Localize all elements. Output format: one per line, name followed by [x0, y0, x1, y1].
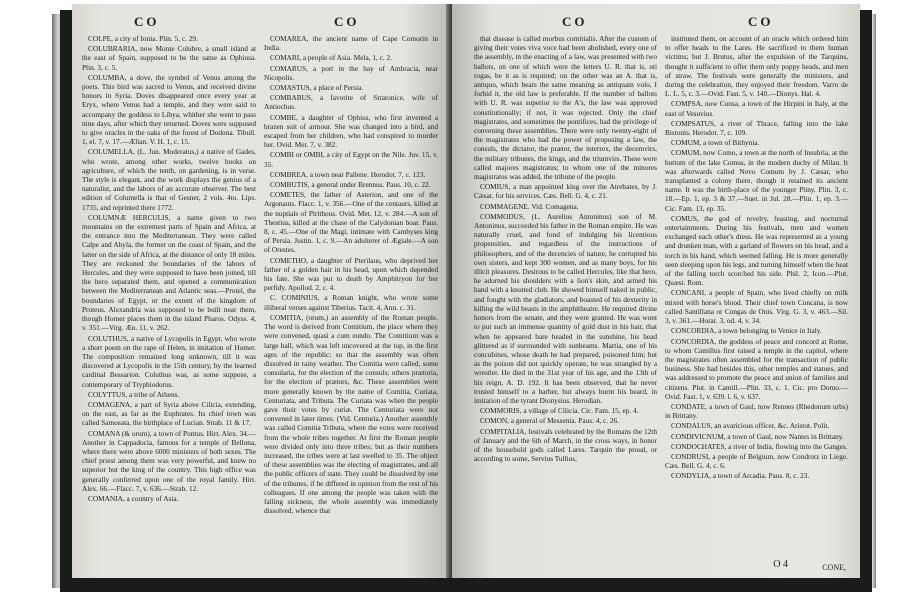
entry-paragraph: COMAGENA, a part of Syria above Cilicia, extending, on the east, as far as the Euphrates. Its chief town was called Samosata, the birthplace of Lucian. Strab. 11 & 17. — [82, 399, 256, 428]
entry-paragraph: CONDOCHATES, a river of India, flowing into the Ganges. — [671, 441, 848, 451]
entry-paragraph: COMIUS, a man appointed king over the Atrebates, by J. Cæsar, for his services. Cæs. Bell. G. 4, c. 21. — [474, 182, 657, 201]
left-column-1 — [82, 34, 256, 566]
entry-paragraph: CONDRUSI, a people of Belgium, now Condrotz in Liege. Cæs. Bell. G. 4, c. 6. — [665, 451, 848, 471]
left-running-head-1: CO — [134, 14, 160, 29]
left-page — [72, 4, 450, 578]
signature-mark: O 4 — [773, 559, 788, 570]
entry-paragraph: COMETHO, a daughter of Pterilaus, who deprived her father of a golden hair in his head, upon which depended his fate. She was put to death by Amphitryon for her perfidy. Apollod. 2, c. 4. — [264, 255, 438, 293]
entry-paragraph: COLUMNÆ HERCULIS, a name given to two mountains on the extremest parts of Spain and Africa, at the entrance into the Mediterranean. They were called Calpe and Abyla, the former on the coast of Spain, and the latter on the side of Africa, at the distance of only 18 miles. They are reckoned the boundaries of the labors of Hercules, and they were supposed to have been joined, till the hero separated them, and opened a communication between the Mediterranean and Atlantic seas.—Proteï, the boundaries of Egypt, or the extent of the kingdom of Proteus. Alexandria was supposed to be built near them, though Homer places them in the island Pharos. Odyss. 4, v. 351.—Virg. Æn. 11, v. 262. — [82, 212, 256, 333]
entry-paragraph: that disease is called morbus comitialis. After the custom of giving their votes viva voce had been abolished, every one of the assembly, in the enacting of a law, was presented with two ballots, on one of which were the letters U. R. that is, uti rogas, be it as is required; on the other was an A. that is, antiquo, which bears the same meaning as antiquam volo, I forbid it, the old law is preferable. If the number of ballots with U. R. was superior to the A's, the law was approved constitutionally; if not, it was rejected. Only the chief magistrates, and sometimes the pontifices, had the privilege of convening these assemblies. There were only twenty-eight of the magistrates who had the power of proposing a law, the consuls, the dictator, the prætor, the interrex, the decemvirs, the military tribunes, the kings, and the triumvirs. These were called majores magistratus; to whom one of the minores magistratus was added, the tribune of the people. — [474, 34, 657, 182]
entry-paragraph: COMETES, the father of Asterion, and one of the Argonauts. Flacc. 1, v. 356.—One of the centaurs, killed at the nuptials of Pirithous. Ovid. Met. 12, v. 284.—A son of Thestius, killed at the chase of the Calydonian boar. Paus. 8, c. 45.—One of the Magi, intimate with Cambyses king of Persia. Justin. 1, c. 9.—An adulterer of Ægiale.—A son of Orestes. — [264, 190, 438, 255]
entry-paragraph: COMAREA, the ancient name of Cape Comorin in India. — [264, 34, 438, 53]
right-page — [452, 4, 860, 578]
right-column-1 — [474, 34, 657, 566]
right-column-2 — [665, 34, 848, 566]
catchword: CONE, — [822, 563, 846, 572]
entry-paragraph: COMARI, a people of Asia. Mela, 1, c. 2. — [270, 53, 392, 63]
left-running-head-2: CO — [334, 14, 360, 29]
entry-paragraph: COLUBRARIA, now Monte Colubre, a small island at the east of Spain, supposed to be the same as Ophiusa. Plin. 3, c. 5. — [82, 44, 256, 72]
entry-paragraph: COMARUS, a port in the bay of Ambracia, near Nicopolis. — [264, 63, 438, 82]
entry-paragraph: COMUM, a town of Bithynia. — [671, 138, 760, 148]
entry-paragraph: COMON, a general of Messenia. Paus. 4, c. 26. — [480, 416, 620, 426]
entry-paragraph: CONDYLIA, a town of Arcadia. Paus. 8, c. 23. — [671, 471, 810, 481]
entry-paragraph: COLUMBA, a dove, the symbol of Venus among the poets. This bird was sacred to Venus, and received divine honors in Syria. Doves disappeared once every year at Eryx, where Venus had a temple, and they were said to accompany the goddess to Libya, whither she went to pass nine days, after which they returned. Doves were supposed to give oracles in the oaks of the forest of Dodona. Tibull. 1, el. 7, v. 17.—Ælian. V. H. 1, c. 15. — [82, 72, 256, 147]
entry-paragraph: COMPSATUS, a river of Thrace, falling into the lake Bistonis. Herodot. 7, c. 109. — [665, 118, 848, 138]
entry-paragraph: COMBE, a daughter of Ophius, who first invented a brazen suit of armour. She was changed into a bird, and escaped from her children, who had conspired to murder her. Ovid. Met. 7, v. 382. — [264, 112, 438, 150]
entry-paragraph: COLUTHUS, a native of Lycopolis in Egypt, who wrote a short poem on the rape of Helen, in imitation of Homer. The composition remained long unknown, till it was discovered at Lycopolis in the 15th century, by the learned cardinal Bessarion. Coluthus was, as some suppose, a contemporary of Tryphiodorus. — [82, 333, 256, 389]
entry-paragraph: COMPSA, now Consa, a town of the Hirpini in Italy, at the east of Vesuvius. — [665, 99, 848, 118]
right-running-head-2: CO — [748, 14, 774, 29]
left-columns — [82, 34, 438, 566]
entry-paragraph: COLPE, a city of Ionia. Plin. 5, c. 29. — [88, 34, 198, 43]
entry-paragraph: COLUMELLA, (L. Jun. Moderatus,) a native of Gades, who wrote, among other works, twelve books on agriculture, of which the tenth, on gardening, is in verse. The style is elegant, and the work displays the genius of a naturalist, and the labors of an accurate observer. The best edition of Columella is that of Gesner, 2 vols. 4to. Lips. 1735, and reprinted there 1772. — [82, 147, 256, 212]
entry-paragraph: COMMAGENE. Vid. Comagena. — [480, 201, 579, 211]
left-column-2 — [264, 34, 438, 566]
entry-paragraph: COLYTTUS, a tribe of Athens. — [88, 389, 180, 399]
entry-paragraph: CONCORDIA, a town belonging to Venice in Italy. — [671, 326, 822, 336]
entry-paragraph: CONDIVICNUM, a town of Gaul, now Nantes in Brittany. — [671, 431, 844, 441]
entry-paragraph: CONDALUS, an avaricious officer, &c. Aristot. Polit. — [671, 421, 830, 431]
entry-paragraph: COMBUTIS, a general under Brennus. Paus. 10, c. 22. — [270, 180, 431, 190]
entry-paragraph: COMANIA, a country of Asia. — [88, 493, 179, 503]
right-running-head-1: CO — [562, 14, 588, 29]
entry-paragraph: CONDATE, a town of Gaul, now Rennes (Rhedonum urbs) in Brittany. — [665, 401, 848, 421]
entry-paragraph: instituted them, on account of an oracle which ordered him to offer heads to the Lares. He sacrificed to them human victims; but J. Brutus, after the expulsion of the Tarquins, thought it sufficient to offer them only poppy heads, and men of straw. The festivals were generally the ministers, and during the celebration, they enjoyed their freedom. Varro de L. L. 5, c. 3.—Ovid. Fast. 5, v. 140.—Dionys. Hal. 4. — [665, 34, 848, 99]
entry-paragraph: COMMODUS, (L. Aurelius Antoninus) son of M. Antoninus, succeeded his father in the Roman empire. He was naturally cruel, and fond of indulging his licentious propensities, and regardless of the instructions of philosophers, and of the decencies of nature, he corrupted his own sisters, and kept 300 women, and as many boys, for his illicit pleasures. Desirous to be called Hercules, like that hero, he adorned his shoulders with a lion's skin, and armed his hand with a knotted club. He showed himself naked in public, and fought with the gladiators, and boasted of his dexterity in killing the wild beasts in the amphitheatre. He required divine honors from the senate, and they were granted. He was wont to put such an immense quantity of gold dust in his hair, that when he appeared bare headed in the sunshine, his head glittered as if surrounded with sunbeams. Martia, one of his concubines, whose death he had prepared, poisoned him; but as the poison did not quickly operate, he was strangled by a wrestler. He died in the 31st year of his age, and the 13th of his reign, A. D. 192. It has been observed, that he never trusted himself to a barber, but always burnt his beard, in imitation of the tyrant Dionysius. Herodian. — [474, 211, 657, 405]
entry-paragraph: COMUM, now Como, a town at the north of Insubria, at the bottom of the lake Comus, in the modern duchy of Milan. It was afterwards called Novo Comum by J. Cæsar, who transplanted a colony there, though it retained its ancient name. It was the birth-place of the younger Pliny. Plin. 3, c. 18.—Ep. 1, ep. 3 & 37.—Suet. in Jul. 28.—Plin. 1, ep. 3.—Cic. Fam. 13, ep. 35. — [665, 148, 848, 213]
entry-paragraph: COMANA (& orum), a town of Pontus. Hirt. Alex. 34.—Another in Cappadocia, famous for a temple of Bellona, where there were above 6000 ministers of both sexes. The chief priest among them was very powerful, and knew no superior but the king of the country. This high office was generally conferred upon one of the royal family. Hirt. Alex. 66.—Flacc. 7, v. 636.—Strab. 12. — [82, 428, 256, 493]
entry-paragraph: COMMORIS, a village of Cilicia. Cic. Fam. 15, ep. 4. — [480, 406, 639, 416]
entry-paragraph: COMBREA, a town near Pallene. Herodot. 7, c. 123. — [270, 169, 426, 179]
entry-paragraph: COMBABUS, a favorite of Stratonice, wife of Antiochus. — [264, 93, 438, 112]
entry-paragraph: COMBI or OMBI, a city of Egypt on the Nile. Juv. 15, v. 35. — [264, 150, 438, 169]
entry-paragraph: COMUS, the god of revelry, feasting, and nocturnal entertainments. During his festivals, men and women exchanged each other's dress. He was represented as a young and drunken man, with a garland of flowers on his head, and a torch in his hand, which seemed falling. He is more generally seen sleeping upon his legs, and turning himself when the heat of the falling torch scorched his side. Phil. 2, Icon.—Plut. Quæst. Rom. — [665, 213, 848, 288]
entry-paragraph: COMASTUS, a place of Persia. — [270, 83, 364, 93]
entry-paragraph: CONCANI, a people of Spain, who lived chiefly on milk mixed with horse's blood. Their chief town Concana, is now called Santillana or Congas de Onis. Virg. G. 3, v. 463.—Sil. 3, v. 361.—Horat. 3, od. 4, v. 34. — [665, 288, 848, 326]
entry-paragraph: COMITIA, (orum,) an assembly of the Roman people. The word is derived from Comitium, the place where they were convened, quasi a cum eundo. The Comitium was a large hall, which was left uncovered at the top, in the first ages of the republic; so that the assembly was often dissolved in rainy weather. The Comitia were called, some consularia, for the election of the consuls; others prætoria, for the election of prætors, &c. These assemblies were more generally known by the name of Comitia, Curiata, Centuriata, and Tributa. The Curiata was when the people gave their votes by curiæ. The Centuriata were not convened in later times. (Vid. Centuria.) Another assembly was called Comitia Tributa, where the votes were received from the whole tribes together. At first the Roman people were divided only into three tribes; but as their numbers increased, the tribes were at last swelled to 35. The object of these assemblies was the electing of magistrates, and all the public officers of state. They could be dissolved by one of the tribunes, if he differed in opinion from the rest of his colleagues. If one among the people was taken with the falling sickness, the whole assembly was immediately dissolved, whence that — [264, 312, 438, 516]
entry-paragraph: C. COMINIUS, a Roman knight, who wrote some illiberal verses against Tiberius. Tacit. 4, Ann. c. 31. — [264, 293, 438, 312]
entry-paragraph: CONCORDIA, the goddess of peace and concord at Rome, to whom Camillus first raised a temple in the capitol, where the magistrates often assembled for the transaction of public business. She had besides this, other temples and statues, and was addressed to promote the peace and union of families and citizens. Plut. in Camill.—Plin. 33, c. 1. Cic. pro Domo.—Ovid. Fast. 1, v. 639. l. 6, v. 637. — [665, 336, 848, 401]
right-columns — [474, 34, 848, 566]
entry-paragraph: COMPITALIA, festivals celebrated by the Romans the 12th of January and the 6th of March, in the cross ways, in honor of the household gods called Lares. Tarquin the proud, or according to some, Servius Tullius, — [474, 426, 657, 464]
